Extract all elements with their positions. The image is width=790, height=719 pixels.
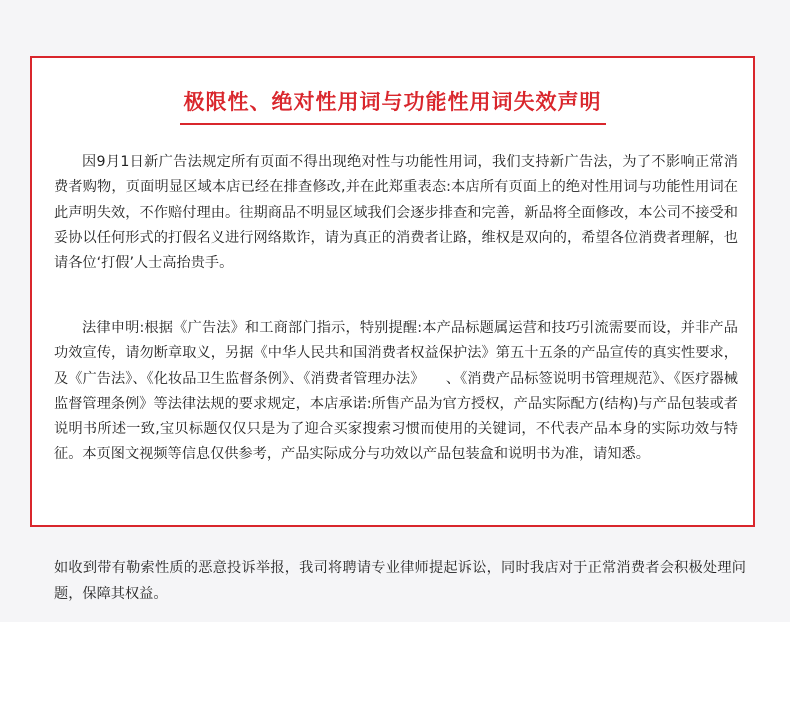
disclaimer-box bbox=[30, 56, 755, 527]
legal-statement-paragraph: 法律申明:根据《广告法》和工商部门指示，特别提醒:本产品标题属运营和技巧引流需要而设，并非产品功效宣传，请勿断章取义，另据《中华人民共和国消费者权益保护法》第五十五条的产品宣传的真实性要求，及《广告法》、《化妆品卫生监督条例》、《消费者管理办法》 、《消费产品标签说明书管理规范》、《医疗器械监督管理条例》等法律法规的要求规定，本店承诺:所售产品为官方授权，产品实际配方(结构)与产品包装或者说明书所述一致,宝贝标题仅仅只是为了迎合买家搜索习惯而使用的关键词，不代表产品本身的实际功效与特征。本页图文视频等信息仅供参考，产品实际成分与功效以产品包装盒和说明书为准，请知悉。 bbox=[54, 320, 738, 463]
title-underline bbox=[180, 123, 606, 125]
disclaimer-paragraph-1: 因9月1日新广告法规定所有页面不得出现绝对性与功能性用词，我们支持新广告法，为了不影响正常消费者购物，页面明显区域本店已经在排查修改,并在此郑重表态:本店所有页面上的绝对性用词与功能性用词在此声明失效，不作赔付理由。往期商品不明显区域我们会逐步排查和完善，新品将全面修改，本公司不接受和妥协以任何形式的打假名义进行网络欺诈，请为真正的消费者让路，维权是双向的，希望各位消费者理解，也请各位‘打假’人士高抬贵手。 bbox=[54, 154, 738, 272]
bottom-blank-area bbox=[0, 622, 790, 719]
disclaimer-title: 极限性、绝对性用词与功能性用词失效声明 bbox=[183, 90, 602, 114]
footer-notice: 如收到带有勒索性质的恶意投诉举报，我司将聘请专业律师提起诉讼，同时我店对于正常消费者会积极处理问题，保障其权益。 bbox=[54, 560, 746, 602]
